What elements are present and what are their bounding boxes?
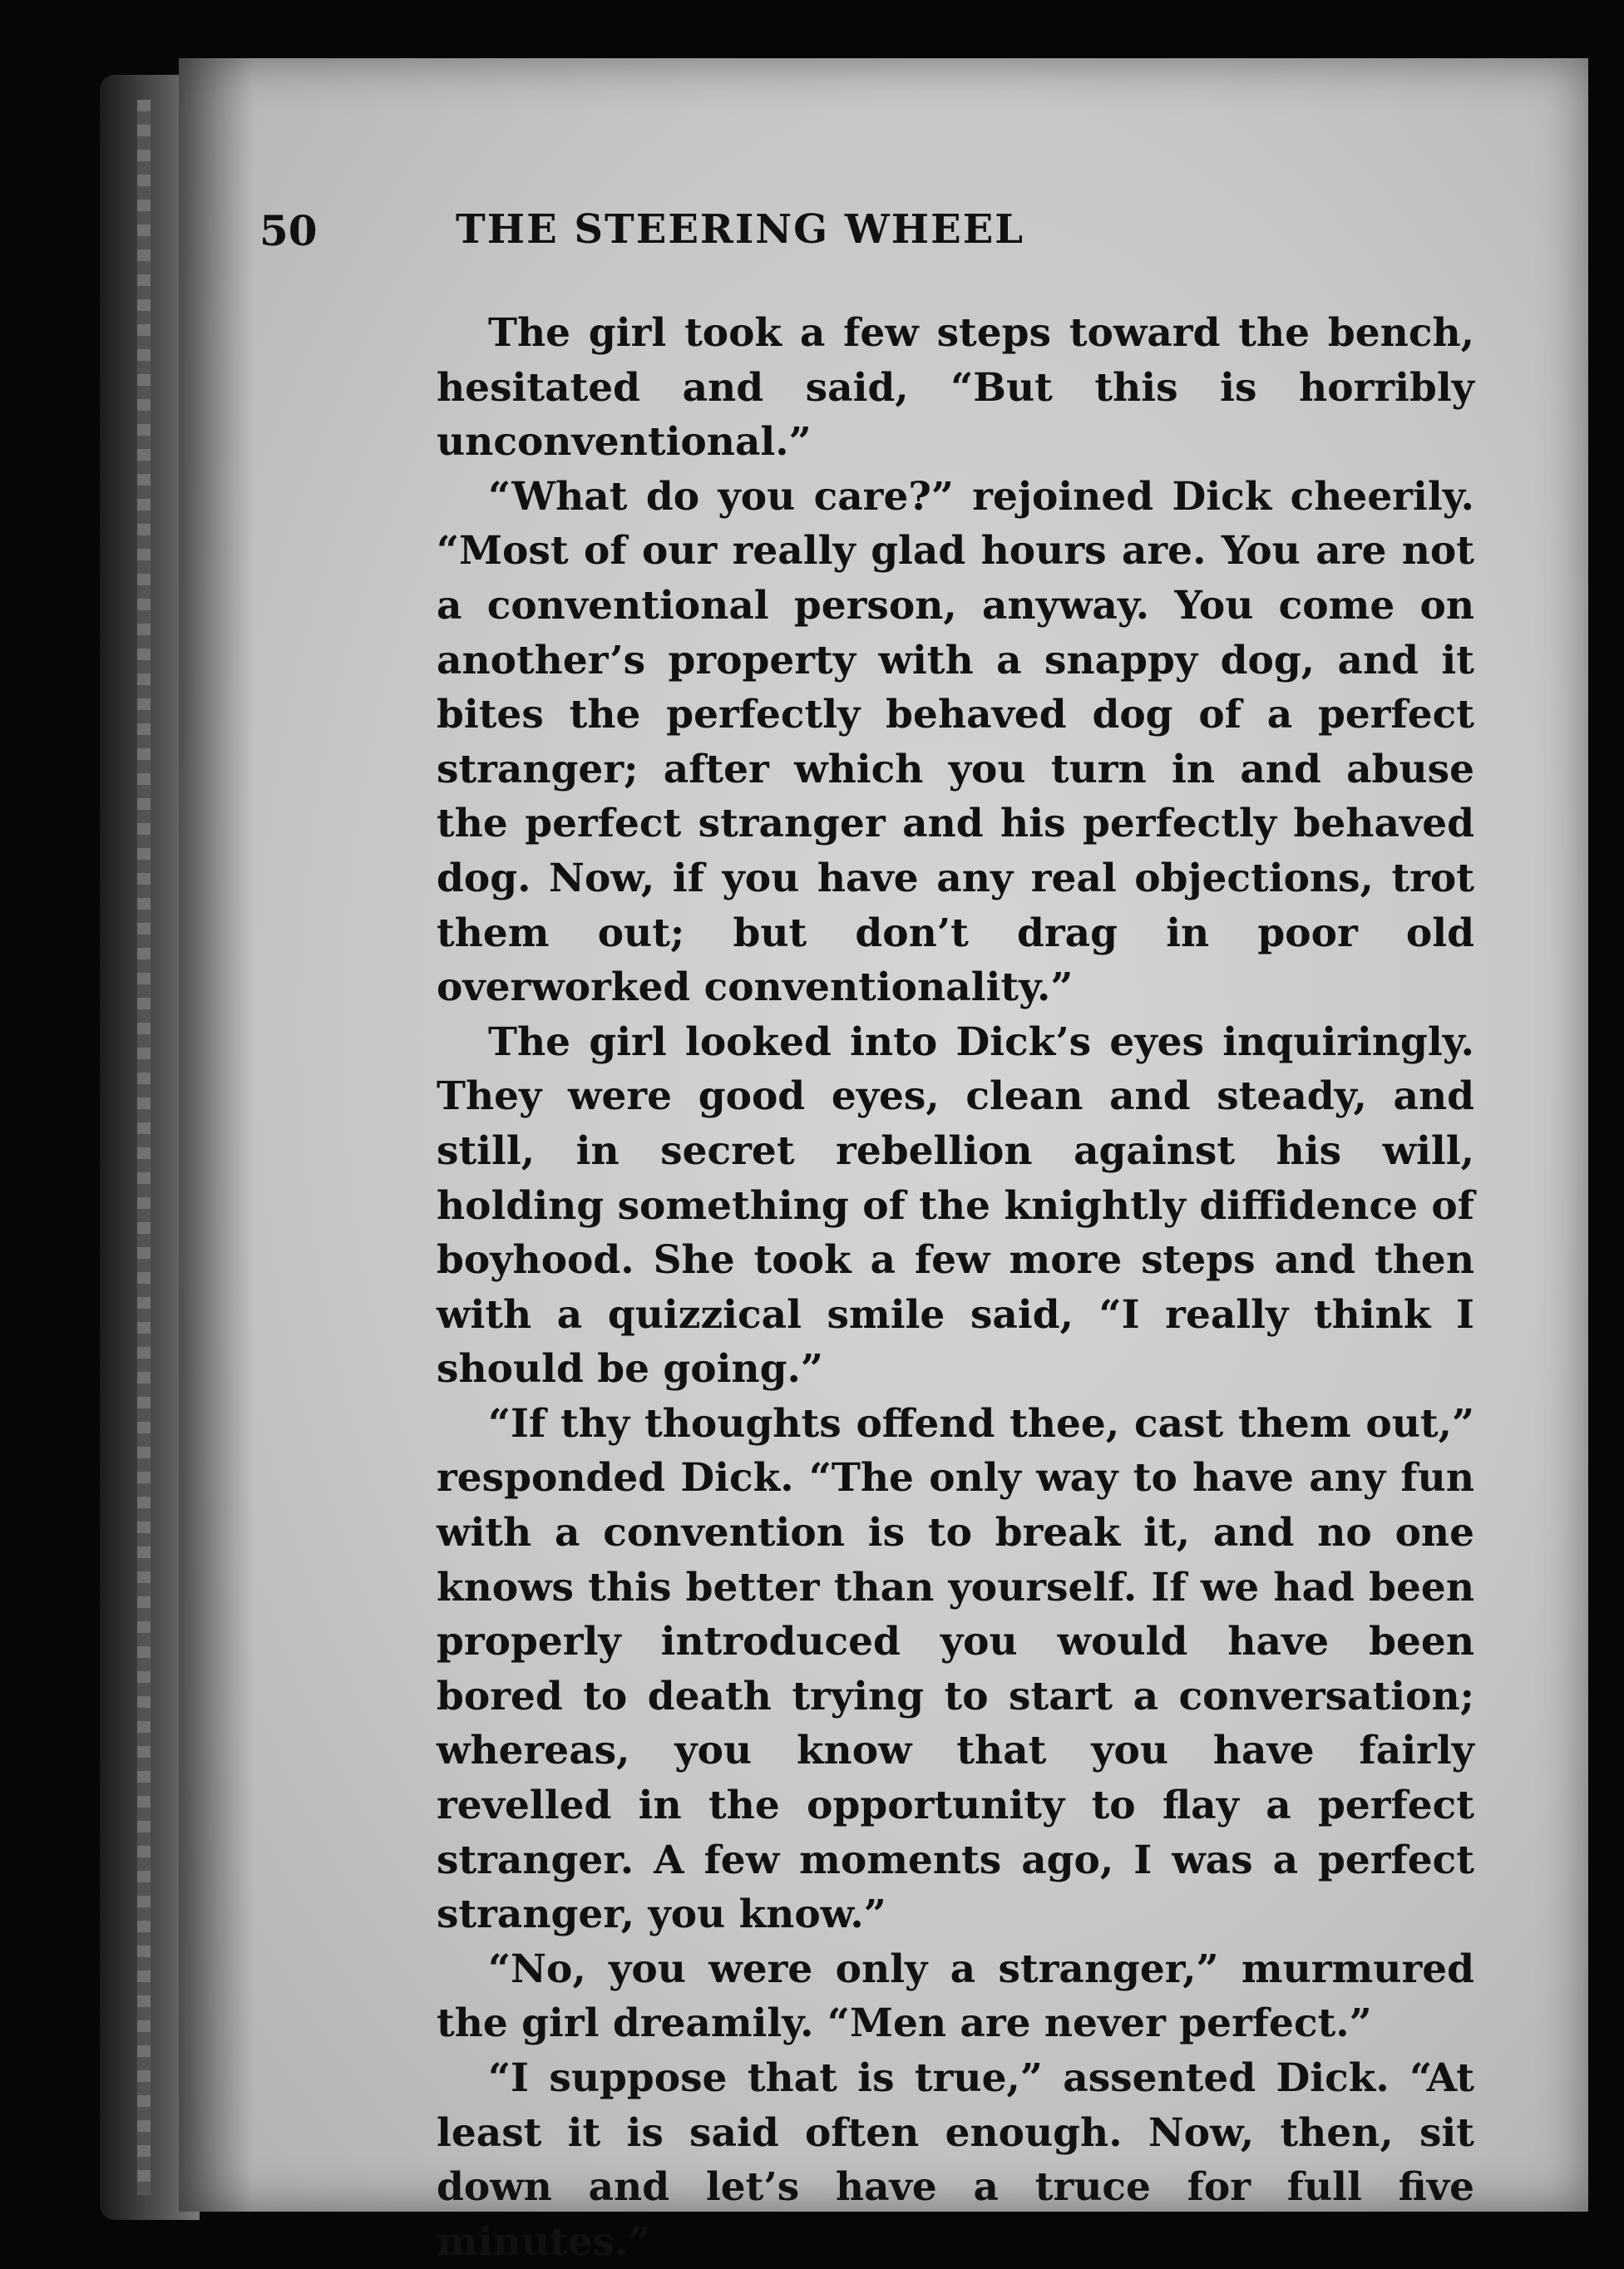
paragraph: “No, you were only a stranger,” murmured the girl dreamily. “Men are never perfect.” — [437, 1946, 1474, 2047]
paragraph: “If thy thoughts offend thee, cast them out,” responded Dick. “The only way to have any fun with a convention is to break it, and no one knows this better than yourself. If we had been properly introduced you would have been bored to death trying to start a conversation; whereas, you know that you have fairly revelled in the opportunity to flay a perfect stranger. A few moments ago, I was a perfect stranger, you know.” — [437, 1400, 1474, 1938]
paragraph: “I suppose that is true,” assented Dick. “At least it is said often enough. Now, then, sit down and let’s have a truce for full five minutes.” — [437, 2055, 1474, 2265]
page-header — [259, 206, 1266, 273]
spine-edge — [137, 100, 151, 2195]
paragraph: “What do you care?” rejoined Dick cheerily. “Most of our really glad hours are. You are not a conventional person, anyway. You come on another’s property with a snappy dog, and it bites the perfectly behaved dog of a perfect stranger; after which you turn in and abuse the perfect stranger and his perfectly behaved dog. Now, if you have any real objections, trot them out; but don’t drag in poor old overworked conventionality.” — [437, 473, 1474, 1011]
paragraph: The girl looked into Dick’s eyes inquiringly. They were good eyes, clean and steady, and still, in secret rebellion against his will, holding something of the knightly diffidence of boyhood. She took a few more steps and then with a quizzical smile said, “I really think I should be going.” — [437, 1019, 1474, 1393]
page-number: 50 — [259, 206, 318, 255]
paragraph: The girl took a few steps toward the bench, hesitated and said, “But this is horribly unconventional.” — [437, 310, 1474, 466]
page-body — [437, 306, 1474, 2269]
running-title: THE STEERING WHEEL — [456, 206, 1025, 253]
